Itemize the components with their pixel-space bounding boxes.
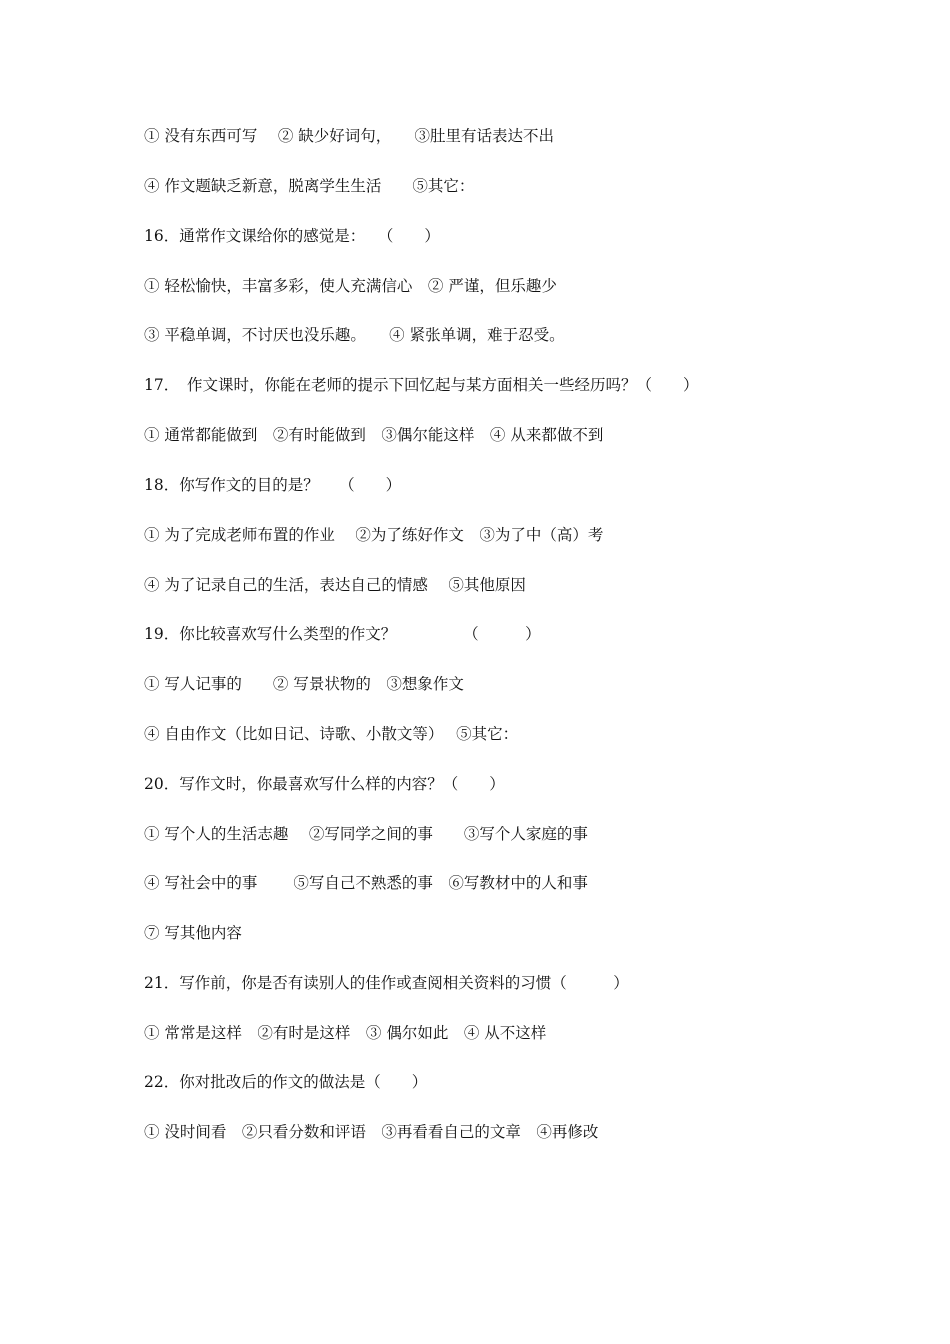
q18-question: 18．你写作文的目的是？ （ ） <box>144 476 402 494</box>
q22-question: 22．你对批改后的作文的做法是（ ） <box>144 1073 428 1091</box>
q18-options-row-1: ① 为了完成老师布置的作业 ②为了练好作文 ③为了中（高）考 <box>144 526 604 544</box>
q19-question: 19．你比较喜欢写什么类型的作文？ （ ） <box>144 625 541 643</box>
q21-options: ① 常常是这样 ②有时是这样 ③ 偶尔如此 ④ 从不这样 <box>144 1024 547 1042</box>
q15-options-row-2: ④ 作文题缺乏新意，脱离学生生活 ⑤其它： <box>144 177 475 195</box>
q20-options-row-2: ④ 写社会中的事 ⑤写自己不熟悉的事 ⑥写教材中的人和事 <box>144 874 588 892</box>
q20-options-row-3: ⑦ 写其他内容 <box>144 924 242 942</box>
q15-options-row-1: ① 没有东西可写 ② 缺少好词句， ③肚里有话表达不出 <box>144 127 555 145</box>
q19-options-row-2: ④ 自由作文（比如日记、诗歌、小散文等） ⑤其它： <box>144 725 519 743</box>
q20-options-row-1: ① 写个人的生活志趣 ②写同学之间的事 ③写个人家庭的事 <box>144 825 588 843</box>
q16-question: 16．通常作文课给你的感觉是： （ ） <box>144 227 440 245</box>
q21-question: 21．写作前，你是否有读别人的佳作或查阅相关资料的习惯（ ） <box>144 974 629 992</box>
q20-question: 20．写作文时，你最喜欢写什么样的内容？（ ） <box>144 775 505 793</box>
q16-options-row-2: ③ 平稳单调，不讨厌也没乐趣。 ④ 紧张单调，难于忍受。 <box>144 326 565 344</box>
q16-options-row-1: ① 轻松愉快，丰富多彩，使人充满信心 ② 严谨，但乐趣少 <box>144 277 557 295</box>
q19-options-row-1: ① 写人记事的 ② 写景状物的 ③想象作文 <box>144 675 464 693</box>
q17-question: 17． 作文课时，你能在老师的提示下回忆起与某方面相关一些经历吗？（ ） <box>144 376 699 394</box>
q17-options: ① 通常都能做到 ②有时能做到 ③偶尔能这样 ④ 从来都做不到 <box>144 426 604 444</box>
q22-options: ① 没时间看 ②只看分数和评语 ③再看看自己的文章 ④再修改 <box>144 1123 599 1141</box>
q18-options-row-2: ④ 为了记录自己的生活，表达自己的情感 ⑤其他原因 <box>144 576 526 594</box>
